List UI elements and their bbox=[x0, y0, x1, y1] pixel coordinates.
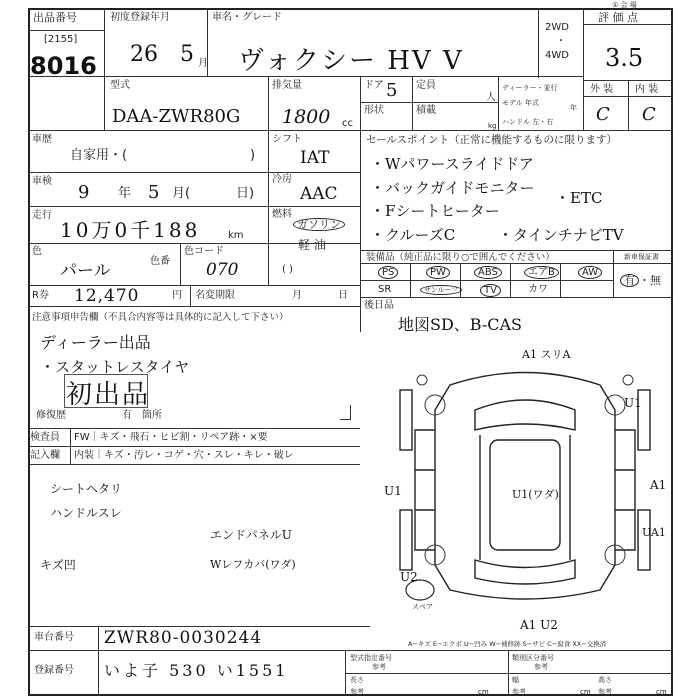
rating-label: 評 価 点 bbox=[598, 11, 638, 24]
displacement-label: 排気量 bbox=[272, 80, 302, 91]
door-label: ドア bbox=[364, 80, 384, 91]
notes-line-1: ディーラー出品 bbox=[40, 333, 151, 352]
warranty-label: 新車保証書 bbox=[624, 253, 659, 261]
inside-note-4: キズ凹 bbox=[40, 558, 76, 572]
height-label: 高さ bbox=[598, 676, 612, 684]
mileage-unit: km bbox=[228, 230, 244, 241]
recycle-label: R券 bbox=[32, 290, 49, 301]
drive-separator: ・ bbox=[556, 36, 566, 47]
equip-ps-circle: PS bbox=[378, 266, 398, 279]
month-unit: 月 bbox=[198, 58, 208, 69]
registration-label: 登録番号 bbox=[34, 665, 74, 676]
shift-value: IAT bbox=[300, 148, 330, 168]
ac-label: 冷房 bbox=[272, 174, 292, 185]
warranty-value bbox=[620, 274, 661, 287]
damage-legend: A−キズ E−エクボ U−凹み W−補修跡 S−サビ C−腐食 XX−交換済 bbox=[408, 640, 607, 648]
color-label: 色 bbox=[32, 246, 42, 257]
chassis-label: 車台番号 bbox=[34, 632, 74, 643]
equip-abs-circle: ABS bbox=[474, 266, 502, 279]
type-designation-label: 型式指定番号 bbox=[350, 654, 392, 662]
color-value: パール bbox=[60, 261, 111, 281]
damage-mark-roof: U1(ワダ) bbox=[512, 488, 559, 501]
sales-point-3: ・Fシートヒーター bbox=[370, 202, 500, 220]
expiry-month-unit: 月 bbox=[292, 290, 302, 301]
checker-entry-label: 記入欄 bbox=[30, 450, 60, 461]
first-registration-label: 初度登録年月 bbox=[110, 12, 170, 23]
damage-mark-right-rear: UA1 bbox=[642, 526, 666, 539]
model-year-unit: 年 bbox=[570, 104, 577, 112]
recycle-value: 12,470 bbox=[74, 286, 140, 306]
exterior-label: 外 装 bbox=[590, 84, 614, 95]
fuel-label: 燃料 bbox=[272, 209, 292, 220]
sales-point-title: セールスポイント（正常に機能するものに限ります） bbox=[366, 134, 618, 146]
name-change-expiry: 名変期限 bbox=[195, 290, 235, 301]
notes-line-2: ・スタットレスタイヤ bbox=[40, 358, 190, 376]
car-name-label: 車名・グレード bbox=[212, 12, 282, 23]
car-damage-diagram bbox=[380, 350, 670, 615]
length-unit: cm bbox=[478, 688, 489, 696]
drive-4wd: 4WD bbox=[545, 50, 569, 61]
repair-history-close: 箇所 bbox=[142, 410, 162, 421]
model-label: 型式 bbox=[110, 80, 130, 91]
inspection-month-unit: 月( bbox=[172, 186, 191, 201]
displacement-unit: cc bbox=[342, 118, 353, 129]
damage-mark-front: A1 スリA bbox=[522, 348, 571, 361]
capacity-unit: 人 bbox=[486, 92, 496, 103]
mileage-label: 走行 bbox=[32, 210, 52, 221]
checker-row-exterior: FW｜キズ・飛石・ヒビ割・リペア跡・×要 bbox=[74, 432, 268, 443]
load-label: 積載 bbox=[416, 105, 436, 116]
fuel-diesel: 軽 油 bbox=[298, 238, 326, 252]
inside-note-2: ハンドルスレ bbox=[50, 506, 122, 520]
inside-note-5: Wレフカバ(ワダ) bbox=[210, 558, 296, 571]
repair-history-value: 有 bbox=[122, 410, 132, 421]
equipment-title: 装備品（純正品に限り○で囲んでください） bbox=[366, 252, 555, 263]
handle-side: ハンドル 左・右 bbox=[502, 118, 554, 126]
lot-sub-number: [2155] bbox=[44, 34, 78, 45]
equip-sr: SR bbox=[378, 284, 392, 295]
equip-sunroof bbox=[420, 285, 462, 295]
model-code: DAA-ZWR80G bbox=[112, 106, 241, 127]
damage-mark-rear: A1 U2 bbox=[520, 618, 558, 632]
warranty-yes-circle: 有 bbox=[620, 274, 639, 287]
inspection-day-unit: 日) bbox=[236, 186, 255, 201]
shape-label: 形状 bbox=[364, 105, 384, 116]
inside-note-3: エンドパネルU bbox=[210, 528, 292, 542]
fuel-gasoline bbox=[293, 218, 345, 231]
length-label: 長さ bbox=[350, 676, 364, 684]
first-registration-year: 26 bbox=[130, 42, 158, 67]
mileage-value: 10万0千188 bbox=[60, 218, 201, 242]
equip-airbag-circle: エアB bbox=[524, 266, 559, 279]
history-value: 自家用・( bbox=[70, 148, 128, 163]
rating-value: 3.5 bbox=[605, 44, 644, 72]
after-items-value: 地図SD、B-CAS bbox=[398, 315, 523, 334]
repair-history-label: 修復歴 bbox=[36, 410, 66, 421]
interior-label: 内 装 bbox=[635, 84, 659, 95]
width-label: 幅 bbox=[512, 676, 519, 684]
door-count: 5 bbox=[386, 80, 398, 101]
width-unit: cm bbox=[580, 688, 591, 696]
checker-row-interior: 内装｜キズ・汚レ・コゲ・穴・スレ・キレ・破レ bbox=[74, 450, 294, 461]
warranty-no: ・無 bbox=[639, 274, 661, 287]
equip-abs bbox=[474, 266, 502, 279]
interior-grade: C bbox=[642, 104, 656, 125]
damage-mark-left: U1 bbox=[384, 484, 402, 498]
car-name-grade: ヴォクシー HV V bbox=[238, 46, 464, 76]
fuel-other: ( ) bbox=[282, 264, 293, 275]
notes-title: 注意事項申告欄（不具合内容等は具体的に記入して下さい） bbox=[32, 312, 289, 323]
load-unit: kg bbox=[488, 122, 497, 130]
shift-label: シフト bbox=[272, 134, 302, 145]
expiry-day-unit: 日 bbox=[338, 290, 348, 301]
inspection-month: 5 bbox=[148, 182, 160, 203]
equip-leather: カワ bbox=[528, 284, 548, 295]
inspection-label: 車検 bbox=[32, 176, 52, 187]
dealer-parallel: ディーラー・並行 bbox=[502, 84, 558, 92]
equip-tv-circle: TV bbox=[480, 284, 501, 297]
ac-value: AAC bbox=[300, 184, 338, 204]
exterior-grade: C bbox=[596, 104, 610, 125]
drive-2wd: 2WD bbox=[545, 22, 569, 33]
equip-tv bbox=[480, 284, 501, 297]
history-close: ) bbox=[250, 148, 256, 163]
class-number-label: 類別区分番号 bbox=[512, 654, 554, 662]
equip-pw-circle: PW bbox=[426, 266, 450, 279]
model-year-label: モデル 年式 bbox=[502, 99, 539, 107]
damage-mark-left-rear: U2 bbox=[400, 570, 418, 584]
lot-number: 8016 bbox=[30, 52, 97, 80]
sales-point-etc: ・ETC bbox=[555, 189, 603, 207]
inspection-year-unit: 年 bbox=[118, 186, 132, 201]
chassis-number: ZWR80-0030244 bbox=[104, 628, 263, 648]
inspection-year: 9 bbox=[78, 182, 90, 203]
equip-aw bbox=[578, 266, 602, 279]
color-code: 070 bbox=[206, 260, 239, 280]
damage-mark-right-mid: A1 bbox=[650, 478, 667, 492]
recycle-unit: 円 bbox=[172, 290, 182, 301]
reference-label-3: 参考 bbox=[350, 688, 364, 696]
height-unit: cm bbox=[656, 688, 667, 696]
equip-aw-circle: AW bbox=[578, 266, 602, 279]
equip-ps bbox=[378, 266, 398, 279]
after-items-label: 後日品 bbox=[364, 300, 394, 311]
capacity-label: 定員 bbox=[416, 80, 436, 91]
sales-point-2: ・バックガイドモニター bbox=[370, 179, 535, 197]
checker-label: 検査員 bbox=[30, 432, 60, 443]
inside-note-1: シートヘタリ bbox=[50, 482, 123, 496]
history-label: 車歴 bbox=[32, 134, 52, 145]
sales-point-5: ・タインチナビTV bbox=[498, 226, 624, 244]
reference-label-2: 参考 bbox=[534, 663, 548, 671]
first-registration-month: 5 bbox=[180, 42, 194, 67]
lot-number-label: 出品番号 bbox=[33, 11, 77, 24]
equip-airbag bbox=[524, 266, 559, 279]
color-code-label: 色コード bbox=[184, 246, 224, 257]
reference-label-4: 参考 bbox=[512, 688, 526, 696]
color-number-label: 色番 bbox=[150, 256, 170, 267]
equip-sunroof-circle: サンルーフ bbox=[420, 285, 462, 295]
sales-point-4: ・クルーズC bbox=[370, 226, 456, 244]
reference-label-5: 参考 bbox=[598, 688, 612, 696]
fuel-gasoline-circle: ガソリン bbox=[293, 218, 345, 231]
venue-label: ① 会 場 bbox=[612, 1, 637, 9]
damage-mark-right-front: U1 bbox=[624, 396, 642, 410]
spare-label: スペア bbox=[412, 603, 433, 611]
registration-number: いよ子 530 い1551 bbox=[104, 661, 289, 680]
displacement-value: 1800 bbox=[282, 106, 331, 128]
sales-point-1: ・Wパワースライドドア bbox=[370, 155, 534, 173]
equip-pw bbox=[426, 266, 450, 279]
reference-label-1: 参考 bbox=[372, 663, 386, 671]
first-listing-text: 初出品 bbox=[66, 380, 151, 410]
